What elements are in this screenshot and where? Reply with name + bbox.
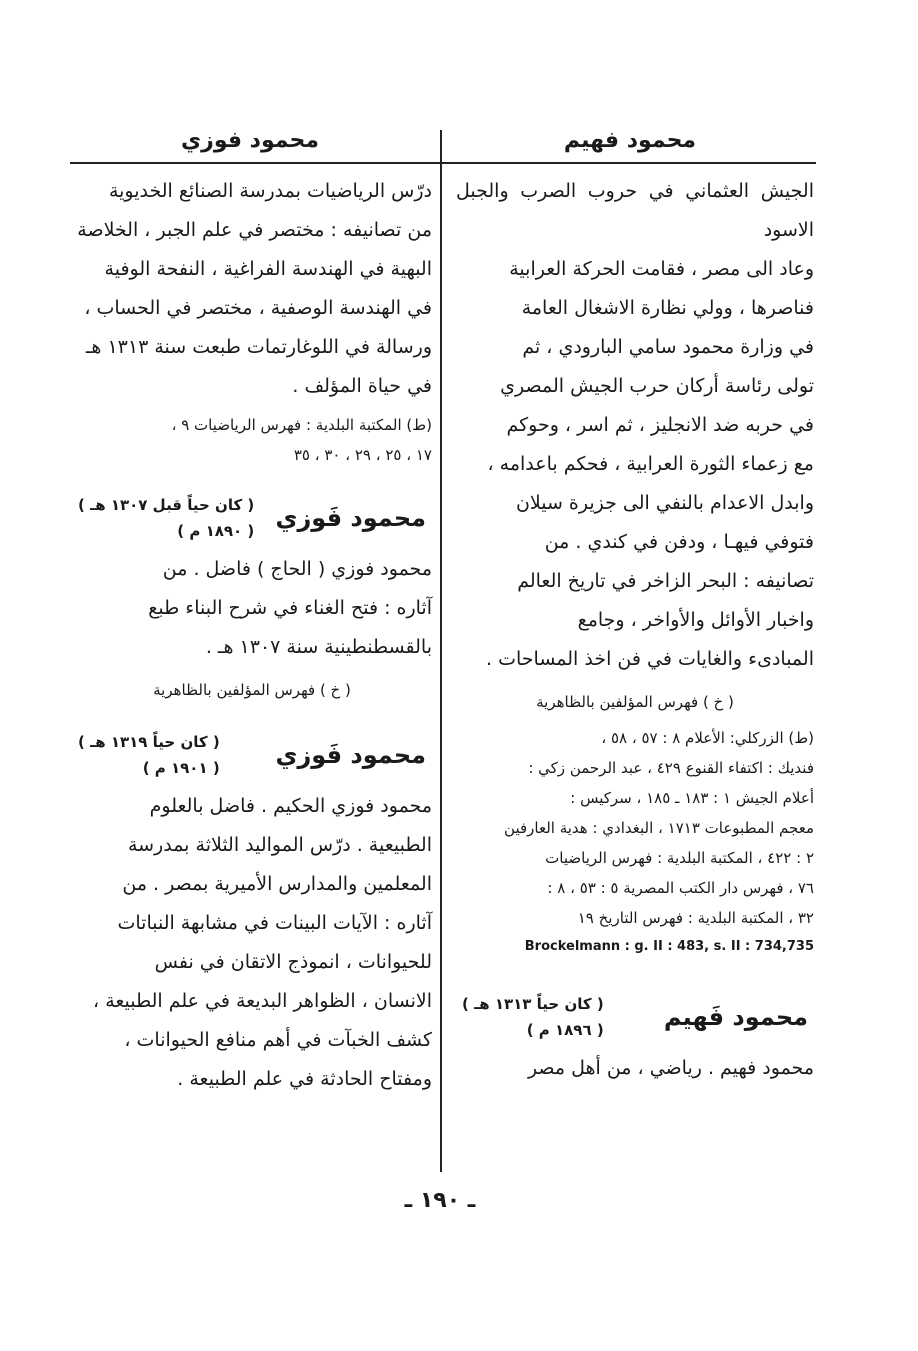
- text-line: ومفتاح الحادثة في علم الطبيعة .: [177, 1068, 432, 1090]
- text-line: فناصرها ، وولي نظارة الاشغال العامة: [521, 297, 814, 319]
- text-line: في حياة المؤلف .: [292, 375, 432, 397]
- column-divider: [440, 130, 442, 1172]
- text-line: في حربه ضد الانجليز ، ثم اسر ، وحوكم: [506, 414, 814, 436]
- date-hijri: ( كان حياً قبل ١٣٠٧ هـ ): [78, 496, 255, 514]
- entry-heading: [72, 729, 432, 781]
- reference-line: (ط) الزركلي: الأعلام ٨ : ٥٧ ، ٥٨ ،: [601, 729, 814, 747]
- text-line: واخبار الأوائل والأواخر ، وجامع: [577, 609, 814, 631]
- text-line: مع زعماء الثورة العرابية ، فحكم باعدامه ،: [487, 453, 814, 475]
- entry-dates: [456, 991, 604, 1043]
- text-line: محمود فوزي الحكيم . فاضل بالعلوم: [149, 795, 432, 817]
- reference-line: ١٧ ، ٢٥ ، ٢٩ ، ٣٠ ، ٣٥: [293, 446, 432, 464]
- text-line: ورسالة في اللوغارتمات طبعت سنة ١٣١٣ هـ: [85, 336, 432, 358]
- reference-line: معجم المطبوعات ١٧١٣ ، البغدادي : هدية العارفين: [504, 819, 814, 837]
- reference-line: ٣٢ ، المكتبة البلدية : فهرس التاريخ ١٩: [577, 909, 814, 927]
- text-line: محمود فوزي ( الحاج ) فاضل . من: [162, 558, 432, 580]
- entry-dates: [72, 729, 220, 781]
- text-line: محمود فهيم . رياضي ، من أهل مصر: [527, 1057, 814, 1079]
- text-line: وابدل الاعدام بالنفي الى جزيرة سيلان: [515, 492, 814, 514]
- reference-line: ٧٦ ، فهرس دار الكتب المصرية ٥ : ٥٣ ، ٨ :: [547, 879, 814, 897]
- reference-line: ٢ : ٤٢٢ ، المكتبة البلدية : فهرس الرياضيات: [545, 849, 814, 867]
- text-line: وعاد الى مصر ، فقامت الحركة العرابية: [509, 258, 814, 280]
- text-line: تصانيفه : البحر الزاخر في تاريخ العالم: [517, 570, 814, 592]
- left-column: [72, 172, 432, 1099]
- text-line: الطبيعية . درّس المواليد الثلاثة بمدرسة: [127, 834, 432, 856]
- right-column: [456, 172, 814, 1088]
- text-line: الانسان ، الظواهر البديعة في علم الطبيعة ،: [93, 990, 432, 1012]
- text-line: آثاره : فتح الغناء في شرح البناء طبع: [148, 597, 432, 619]
- entry-dates: [72, 492, 254, 544]
- text-line: المبادىء والغايات في فن اخذ المساحات .: [486, 648, 814, 670]
- text-line: في الهندسة الوصفية ، مختصر في الحساب ،: [84, 297, 432, 319]
- date-hijri: ( كان حياً ١٣١٣ هـ ): [462, 995, 604, 1013]
- text-line: المعلمين والمدارس الأميرية بمصر . من: [122, 873, 432, 895]
- reference-line: (ط) المكتبة البلدية : فهرس الرياضيات ٩ ،: [171, 416, 432, 434]
- reference-line: أعلام الجيش ١ : ١٨٣ ـ ١٨٥ ، سركيس :: [570, 789, 814, 807]
- date-gregorian: ( ١٨٩٠ م ): [177, 522, 255, 540]
- latin-reference: Brockelmann : g. II : 483, s. II : 734,735: [524, 939, 814, 954]
- header-rule: [70, 162, 816, 164]
- date-gregorian: ( ١٨٩٦ م ): [526, 1021, 604, 1039]
- text-line: للحيوانات ، انموذج الاتقان في نفس: [154, 951, 432, 973]
- text-line: آثاره : الآيات البينات في مشابهة النباتات: [117, 912, 432, 934]
- reference-line: فنديك : اكتفاء القنوع ٤٢٩ ، عبد الرحمن زكي :: [528, 759, 814, 777]
- running-header-left: محمود فوزي: [181, 128, 319, 153]
- source-note: ( خ ) فهرس المؤلفين بالظاهرية: [536, 693, 734, 711]
- entry-name: محمود فَوزي: [275, 504, 426, 532]
- page-number: ـ ١٩٠ ـ: [404, 1188, 476, 1213]
- entry-name: محمود فَوزي: [275, 741, 426, 769]
- running-header-right: محمود فهيم: [563, 128, 697, 153]
- text-line: كشف الخبآت في أهم منافع الحيوانات ،: [124, 1029, 432, 1051]
- text-line: الجيش العثماني في حروب الصرب والجبل الاسود: [456, 180, 814, 241]
- entry-heading: [456, 991, 814, 1043]
- date-gregorian: ( ١٩٠١ م ): [142, 759, 220, 777]
- entry-heading: [72, 492, 432, 544]
- text-line: فتوفي فيهـا ، ودفن في كندي . من: [544, 531, 814, 553]
- text-line: البهية في الهندسة الفراغية ، النفحة الوفية: [104, 258, 432, 280]
- text-line: درّس الرياضيات بمدرسة الصنائع الخديوية: [108, 180, 432, 202]
- entry-name: محمود فَهيم: [663, 1003, 808, 1031]
- text-line: من تصانيفه : مختصر في علم الجبر ، الخلاصة: [77, 219, 432, 241]
- text-line: تولى رئاسة أركان حرب الجيش المصري: [500, 375, 814, 397]
- source-note: ( خ ) فهرس المؤلفين بالظاهرية: [153, 681, 351, 699]
- date-hijri: ( كان حياً ١٣١٩ هـ ): [78, 733, 220, 751]
- text-line: في وزارة محمود سامي البارودي ، ثم: [522, 336, 814, 358]
- text-line: بالقسطنطينية سنة ١٣٠٧ هـ .: [205, 636, 432, 658]
